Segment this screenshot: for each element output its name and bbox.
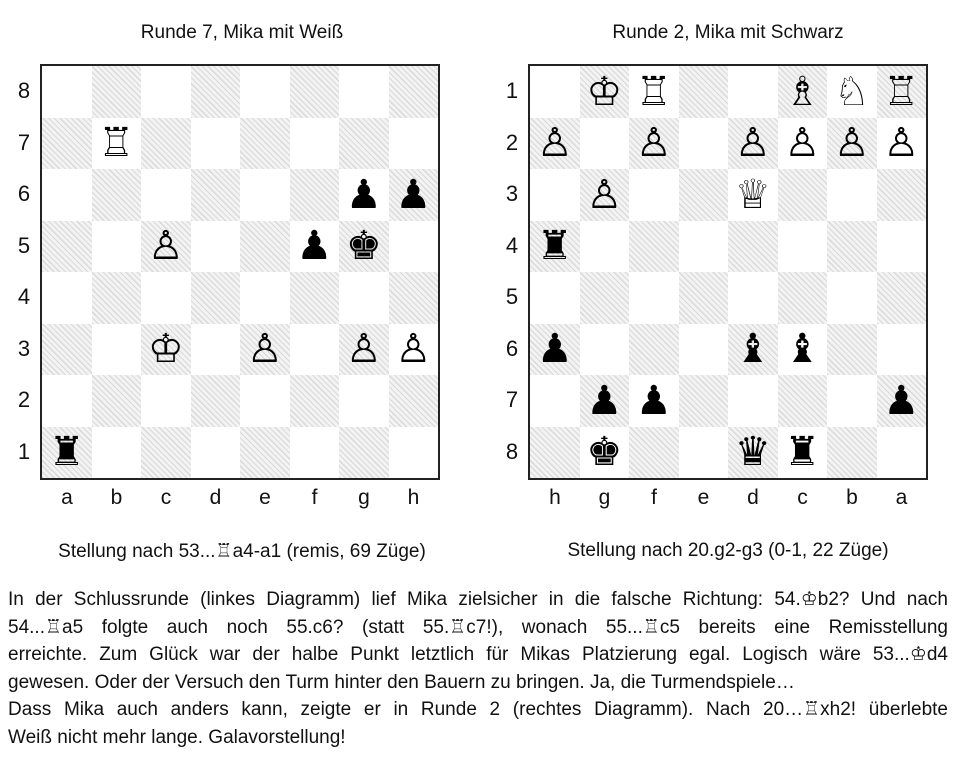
board-square [389, 375, 439, 427]
file-label: c [797, 486, 808, 509]
board-square [290, 427, 340, 479]
chess-piece: ♚ [586, 429, 623, 476]
board-square [728, 427, 778, 479]
board-square [389, 169, 439, 221]
board-square [141, 375, 191, 427]
board-square [530, 118, 580, 170]
board-square [728, 375, 778, 427]
board-square [339, 118, 389, 170]
chess-piece: ♟ [635, 377, 672, 424]
commentary-line: Weiß nicht mehr lange. Galavorstellung! [8, 726, 346, 748]
board-square [877, 221, 927, 273]
board-square [827, 324, 877, 376]
board-square [141, 427, 191, 479]
file-label: a [895, 486, 908, 509]
chess-piece: ♗ [784, 68, 821, 115]
chess-piece: ♙ [734, 120, 771, 167]
board-square [290, 66, 340, 118]
board-square [191, 272, 241, 324]
file-label: g [598, 486, 611, 509]
board-square [629, 221, 679, 273]
board-square [827, 118, 877, 170]
rank-label: 6 [505, 335, 519, 361]
chess-piece: ♟ [586, 377, 623, 424]
rank-label: 1 [505, 78, 519, 103]
board-square [290, 324, 340, 376]
file-label: a [61, 486, 73, 509]
right-diagram-title: Runde 2, Mika mit Schwarz [612, 22, 844, 43]
board-square [679, 118, 729, 170]
board-square [728, 66, 778, 118]
board-square [389, 324, 439, 376]
chess-piece: ♙ [536, 120, 573, 167]
chess-piece: ♔ [147, 326, 184, 373]
chess-piece: ♜ [48, 429, 85, 476]
board-square [530, 324, 580, 376]
board-square [141, 66, 191, 118]
rank-label: 8 [505, 438, 519, 464]
board-square [629, 66, 679, 118]
board-square [679, 375, 729, 427]
board-square [389, 118, 439, 170]
board-square [629, 324, 679, 376]
board-square [42, 375, 92, 427]
chess-piece: ♙ [147, 223, 184, 270]
board-square [240, 66, 290, 118]
chess-piece: ♟ [395, 171, 432, 218]
board-square [877, 66, 927, 118]
board-square [339, 427, 389, 479]
board-square [778, 169, 828, 221]
board-square [290, 375, 340, 427]
chess-piece: ♜ [784, 429, 821, 476]
board-square [92, 66, 142, 118]
board-square [728, 169, 778, 221]
board-square [580, 427, 630, 479]
board-square [827, 66, 877, 118]
file-label: e [697, 486, 710, 509]
board-square [339, 272, 389, 324]
chess-piece: ♟ [345, 171, 382, 218]
commentary-line: erreichte. Zum Glück war der halbe Punkt letztlich für Mikas Platzierung egal. Logisch wäre 53...♔d4 [8, 644, 948, 665]
file-label: b [110, 486, 123, 509]
file-label: h [407, 486, 420, 509]
board-square [580, 221, 630, 273]
board-square [530, 272, 580, 324]
rank-label: 2 [17, 387, 31, 412]
rank-label: 1 [17, 438, 31, 464]
chess-piece: ♘ [833, 68, 870, 115]
board-square [240, 118, 290, 170]
board-square [290, 221, 340, 273]
board-square [580, 169, 630, 221]
board-square [778, 375, 828, 427]
board-square [827, 427, 877, 479]
board-square [679, 272, 729, 324]
board-square [92, 375, 142, 427]
rank-label: 7 [17, 129, 31, 155]
board-square [141, 272, 191, 324]
board-square [92, 272, 142, 324]
board-square [530, 66, 580, 118]
board-square [191, 169, 241, 221]
file-label: c [160, 486, 172, 509]
board-square [580, 118, 630, 170]
board-square [191, 427, 241, 479]
file-label: e [259, 486, 271, 509]
board-square [580, 66, 630, 118]
commentary-line: 54...♖a5 folgte auch noch 55.c6? (statt 55.♖c7!), wonach 55...♖c5 bereits eine Remisstellung [8, 616, 948, 638]
board-square [679, 169, 729, 221]
board-square [778, 427, 828, 479]
board-square [778, 324, 828, 376]
board-square [629, 427, 679, 479]
board-square [728, 324, 778, 376]
rank-label: 3 [505, 181, 519, 206]
board-square [141, 118, 191, 170]
chess-piece: ♔ [586, 68, 623, 115]
board-square [778, 272, 828, 324]
rank-label: 8 [17, 78, 31, 103]
file-label: h [549, 486, 561, 509]
board-square [389, 272, 439, 324]
rank-label: 3 [17, 335, 31, 361]
file-label: f [651, 486, 657, 509]
board-square [92, 427, 142, 479]
rank-label: 7 [505, 387, 519, 412]
board-square [629, 118, 679, 170]
rank-label: 6 [17, 181, 31, 206]
right-diagram-caption: Stellung nach 20.g2-g3 (0-1, 22 Züge) [567, 540, 889, 561]
board-square [728, 118, 778, 170]
board-square [679, 324, 729, 376]
board-square [629, 169, 679, 221]
board-square [240, 221, 290, 273]
board-square [191, 221, 241, 273]
board-square [389, 221, 439, 273]
chess-piece: ♝ [734, 326, 771, 373]
board-square [827, 221, 877, 273]
board-square [92, 118, 142, 170]
board-square [530, 221, 580, 273]
board-square [290, 118, 340, 170]
file-label: g [358, 486, 370, 509]
chess-piece: ♖ [883, 68, 920, 115]
board-square [240, 375, 290, 427]
chess-piece: ♟ [536, 326, 573, 373]
board-square [877, 169, 927, 221]
board-square [778, 118, 828, 170]
board-square [42, 324, 92, 376]
right-chessboard [528, 64, 928, 480]
board-square [778, 221, 828, 273]
board-square [290, 169, 340, 221]
chess-piece: ♙ [395, 326, 432, 373]
board-square [141, 324, 191, 376]
board-square [827, 272, 877, 324]
board-square [339, 324, 389, 376]
board-square [679, 427, 729, 479]
board-square [92, 221, 142, 273]
board-square [92, 324, 142, 376]
chess-piece: ♖ [98, 120, 135, 167]
commentary-line: In der Schlussrunde (linkes Diagramm) lief Mika zielsicher in die falsche Richtung: 54.♔b2? Und nach [8, 589, 948, 610]
board-square [389, 427, 439, 479]
board-square [42, 272, 92, 324]
board-square [141, 221, 191, 273]
board-square [629, 375, 679, 427]
board-square [290, 272, 340, 324]
rank-label: 4 [17, 284, 31, 309]
board-square [339, 66, 389, 118]
board-square [240, 272, 290, 324]
chess-piece: ♙ [586, 171, 623, 218]
left-diagram-title: Runde 7, Mika mit Weiß [140, 22, 344, 43]
board-square [530, 169, 580, 221]
board-square [877, 375, 927, 427]
board-square [339, 221, 389, 273]
chess-piece: ♟ [883, 377, 920, 424]
board-square [240, 427, 290, 479]
file-label: d [747, 486, 759, 509]
board-square [877, 427, 927, 479]
rank-label: 2 [505, 129, 519, 155]
chess-piece: ♙ [246, 326, 283, 373]
commentary-text [8, 586, 948, 751]
board-square [530, 375, 580, 427]
board-square [42, 118, 92, 170]
board-square [191, 375, 241, 427]
board-square [728, 221, 778, 273]
chess-piece: ♙ [833, 120, 870, 167]
board-square [339, 375, 389, 427]
board-square [42, 221, 92, 273]
board-square [339, 169, 389, 221]
board-square [191, 118, 241, 170]
board-square [827, 169, 877, 221]
rank-label: 5 [505, 284, 519, 309]
commentary-line: Dass Mika auch anders kann, zeigte er in Runde 2 (rechtes Diagramm). Nach 20…♖xh2! überlebte [8, 699, 948, 720]
chess-piece: ♖ [635, 68, 672, 115]
board-square [728, 272, 778, 324]
chess-piece: ♙ [883, 120, 920, 167]
chess-piece: ♚ [345, 223, 382, 270]
commentary-line: gewesen. Oder der Versuch den Turm hinter den Bauern zu bringen. Ja, die Turmendspiele… [8, 671, 795, 693]
chess-piece: ♝ [784, 326, 821, 373]
board-square [580, 375, 630, 427]
chess-piece: ♜ [536, 223, 573, 270]
chess-piece: ♙ [635, 120, 672, 167]
board-square [240, 324, 290, 376]
board-square [191, 324, 241, 376]
board-square [42, 66, 92, 118]
board-square [580, 324, 630, 376]
board-square [191, 66, 241, 118]
file-label: d [209, 486, 222, 509]
board-square [240, 169, 290, 221]
file-label: f [311, 486, 318, 509]
board-square [141, 169, 191, 221]
board-square [827, 375, 877, 427]
board-square [877, 118, 927, 170]
rank-label: 4 [505, 232, 519, 258]
board-square [877, 324, 927, 376]
chess-piece: ♙ [784, 120, 821, 167]
chess-piece: ♙ [345, 326, 382, 373]
board-square [778, 66, 828, 118]
board-square [530, 427, 580, 479]
left-chessboard [40, 64, 440, 480]
chess-piece: ♟ [296, 223, 333, 270]
chess-piece: ♕ [734, 171, 771, 218]
board-square [629, 272, 679, 324]
board-square [679, 66, 729, 118]
board-square [679, 221, 729, 273]
board-square [389, 66, 439, 118]
board-square [877, 272, 927, 324]
left-diagram-caption: Stellung nach 53...♖a4-a1 (remis, 69 Züge) [58, 541, 426, 562]
board-square [42, 427, 92, 479]
board-square [580, 272, 630, 324]
chess-piece: ♛ [734, 429, 771, 476]
rank-label: 5 [17, 232, 31, 258]
file-label: b [846, 486, 858, 509]
board-square [42, 169, 92, 221]
board-square [92, 169, 142, 221]
